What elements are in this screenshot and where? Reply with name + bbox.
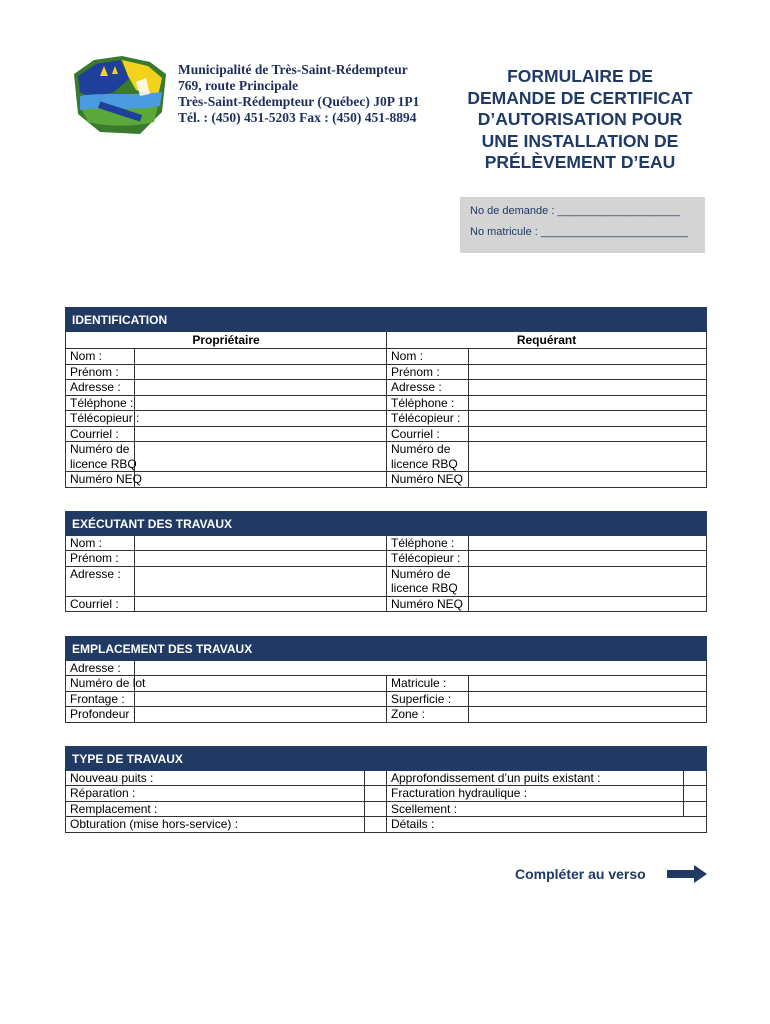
table-row (66, 691, 707, 707)
applicant-label-courriel: Courriel : (387, 426, 469, 442)
owner-label-telecopieur: Télécopieur : (66, 411, 135, 427)
executant-label-telephone: Téléphone : (387, 535, 469, 551)
owner-label-prenom: Prénom : (66, 364, 135, 380)
type-label-nouveau-puits: Nouveau puits : (66, 770, 365, 786)
executant-telecopieur-input[interactable] (469, 551, 707, 567)
owner-column-header: Propriétaire (66, 331, 387, 349)
emplacement-label-superficie: Superficie : (387, 691, 469, 707)
executant-telephone-input[interactable] (469, 535, 707, 551)
table-row (66, 380, 707, 396)
owner-courriel-input[interactable] (135, 426, 387, 442)
municipality-city: Très-Saint-Rédempteur (Québec) J0P 1P1 (178, 94, 420, 109)
owner-prenom-input[interactable] (135, 364, 387, 380)
applicant-label-adresse: Adresse : (387, 380, 469, 396)
municipality-info (178, 62, 419, 126)
owner-label-courriel: Courriel : (66, 426, 135, 442)
executant-nom-input[interactable] (135, 535, 387, 551)
arrow-right-icon (666, 864, 708, 884)
emplacement-table (65, 636, 707, 723)
obturation-checkbox[interactable] (365, 817, 387, 833)
table-row (66, 596, 707, 612)
table-row (66, 566, 707, 596)
municipality-name: Municipalité de Très-Saint-Rédempteur (178, 62, 408, 77)
executant-label-telecopieur: Télécopieur : (387, 551, 469, 567)
emplacement-profondeur-input[interactable] (135, 707, 387, 723)
emplacement-label-frontage: Frontage : (66, 691, 135, 707)
owner-adresse-input[interactable] (135, 380, 387, 396)
municipality-address: 769, route Principale (178, 78, 299, 93)
approfondissement-checkbox[interactable] (684, 770, 707, 786)
type-label-approfondissement: Approfondissement d’un puits existant : (387, 770, 684, 786)
emplacement-lot-input[interactable] (135, 676, 387, 692)
type-label-reparation: Réparation : (66, 786, 365, 802)
fracturation-checkbox[interactable] (684, 786, 707, 802)
emplacement-header: EMPLACEMENT DES TRAVAUX (66, 637, 707, 661)
executant-label-rbq: Numéro de licence RBQ (387, 566, 469, 596)
owner-telephone-input[interactable] (135, 395, 387, 411)
table-row (66, 786, 707, 802)
executant-courriel-input[interactable] (135, 596, 387, 612)
matricule-field[interactable]: No matricule : ________________________ (470, 226, 688, 238)
request-number-field[interactable]: No de demande : ____________________ (470, 205, 680, 217)
applicant-label-telecopieur: Télécopieur : (387, 411, 469, 427)
emplacement-superficie-input[interactable] (469, 691, 707, 707)
applicant-prenom-input[interactable] (469, 364, 707, 380)
applicant-courriel-input[interactable] (469, 426, 707, 442)
emplacement-label-matricule: Matricule : (387, 676, 469, 692)
table-row (66, 395, 707, 411)
emplacement-label-lot: Numéro de lot (66, 676, 135, 692)
emplacement-zone-input[interactable] (469, 707, 707, 723)
scellement-checkbox[interactable] (684, 801, 707, 817)
executant-prenom-input[interactable] (135, 551, 387, 567)
emplacement-label-profondeur: Profondeur : (66, 707, 135, 723)
reparation-checkbox[interactable] (365, 786, 387, 802)
applicant-adresse-input[interactable] (469, 380, 707, 396)
nouveau-puits-checkbox[interactable] (365, 770, 387, 786)
table-row (66, 770, 707, 786)
table-row (66, 551, 707, 567)
municipality-logo (70, 52, 168, 136)
applicant-telephone-input[interactable] (469, 395, 707, 411)
details-field[interactable]: Détails : (387, 817, 707, 833)
continue-on-back-label: Compléter au verso (515, 866, 646, 882)
form-title-line: DEMANDE DE CERTIFICAT (467, 87, 693, 108)
executant-label-courriel: Courriel : (66, 596, 135, 612)
executant-neq-input[interactable] (469, 596, 707, 612)
emplacement-label-zone: Zone : (387, 707, 469, 723)
emplacement-matricule-input[interactable] (469, 676, 707, 692)
table-row (66, 801, 707, 817)
applicant-label-neq: Numéro NEQ (387, 472, 469, 488)
executant-label-prenom: Prénom : (66, 551, 135, 567)
identification-header: IDENTIFICATION (66, 308, 707, 332)
table-row (66, 364, 707, 380)
emplacement-frontage-input[interactable] (135, 691, 387, 707)
owner-telecopieur-input[interactable] (135, 411, 387, 427)
form-title-line: D’AUTORISATION POUR (477, 109, 683, 129)
applicant-rbq-input[interactable] (469, 442, 707, 472)
owner-label-nom: Nom : (66, 349, 135, 365)
owner-label-adresse: Adresse : (66, 380, 135, 396)
owner-label-telephone: Téléphone : (66, 395, 135, 411)
type-label-remplacement: Remplacement : (66, 801, 365, 817)
table-row (66, 817, 707, 833)
table-row (66, 676, 707, 692)
form-title-line: PRÉLÈVEMENT D’EAU (484, 152, 676, 172)
executant-label-neq: Numéro NEQ (387, 596, 469, 612)
applicant-label-rbq: Numéro de licence RBQ (387, 442, 469, 472)
executant-rbq-input[interactable] (469, 566, 707, 596)
executant-table (65, 511, 707, 612)
table-row (66, 349, 707, 365)
applicant-nom-input[interactable] (469, 349, 707, 365)
identification-table (65, 307, 707, 488)
applicant-label-telephone: Téléphone : (387, 395, 469, 411)
emplacement-adresse-input[interactable] (135, 660, 707, 676)
type-travaux-header: TYPE DE TRAVAUX (66, 747, 707, 771)
municipality-contact: Tél. : (450) 451-5203 Fax : (450) 451-8894 (178, 110, 417, 125)
form-title-line: UNE INSTALLATION DE (481, 130, 679, 151)
reference-box (460, 197, 705, 253)
owner-neq-input[interactable] (135, 472, 387, 488)
executant-header: EXÉCUTANT DES TRAVAUX (66, 512, 707, 536)
remplacement-checkbox[interactable] (365, 801, 387, 817)
table-row (66, 426, 707, 442)
executant-label-nom: Nom : (66, 535, 135, 551)
applicant-neq-input[interactable] (469, 472, 707, 488)
table-row (66, 660, 707, 676)
applicant-telecopieur-input[interactable] (469, 411, 707, 427)
owner-label-rbq: Numéro de licence RBQ (66, 442, 135, 472)
type-label-fracturation: Fracturation hydraulique : (387, 786, 684, 802)
table-row (66, 707, 707, 723)
table-row (66, 442, 707, 472)
applicant-column-header: Requérant (387, 331, 707, 349)
type-travaux-table (65, 746, 707, 833)
table-row (66, 472, 707, 488)
owner-rbq-input[interactable] (135, 442, 387, 472)
applicant-label-prenom: Prénom : (387, 364, 469, 380)
table-row (66, 535, 707, 551)
table-row (66, 411, 707, 427)
owner-label-neq: Numéro NEQ (66, 472, 135, 488)
type-label-obturation: Obturation (mise hors-service) : (66, 817, 365, 833)
type-label-scellement: Scellement : (387, 801, 684, 817)
form-title (455, 66, 705, 174)
owner-nom-input[interactable] (135, 349, 387, 365)
form-title-line: FORMULAIRE DE (507, 66, 653, 86)
executant-label-adresse: Adresse : (66, 566, 135, 596)
executant-adresse-input[interactable] (135, 566, 387, 596)
applicant-label-nom: Nom : (387, 349, 469, 365)
emplacement-label-adresse: Adresse : (66, 660, 135, 676)
